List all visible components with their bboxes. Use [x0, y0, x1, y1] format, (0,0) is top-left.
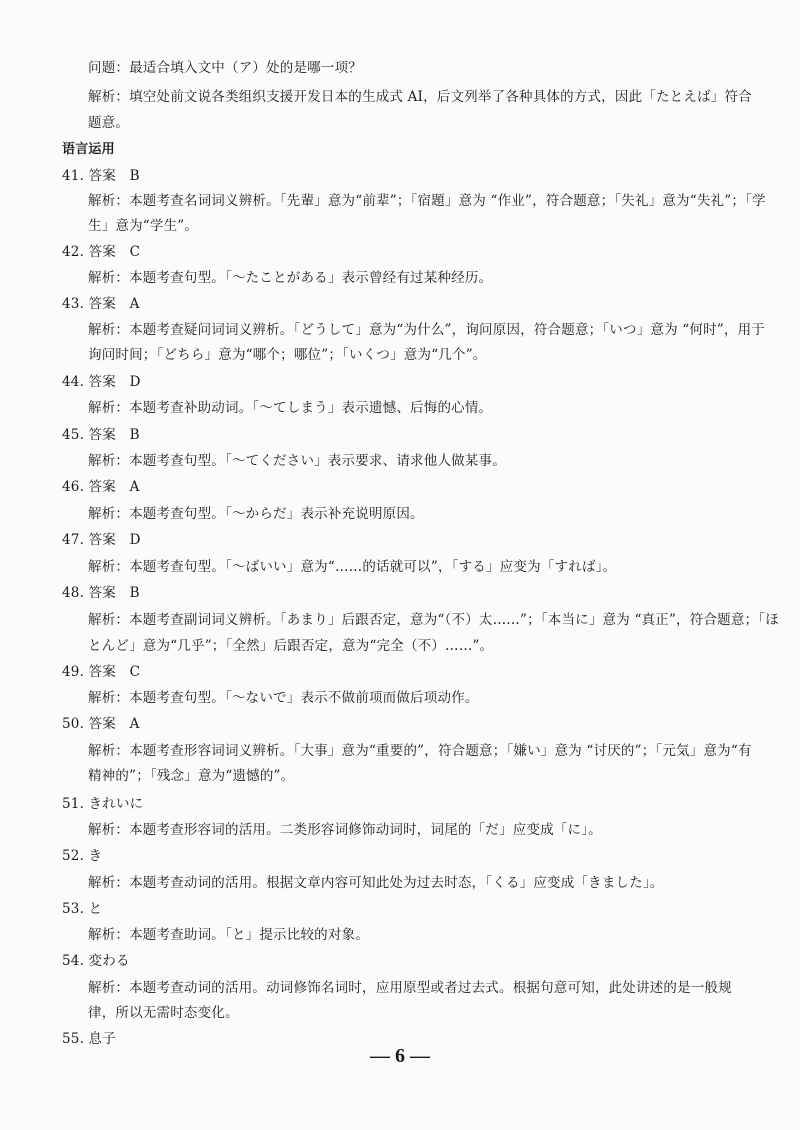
intro-question: 问题：最适合填入文中（ア）处的是哪一项？: [88, 60, 362, 76]
analysis-47-line-1: 解析：本题考查句型。「～ばいい」意为“……的话就可以”，「する」应变为「すれば」。: [88, 559, 617, 575]
intro-analysis-line-2: 题意。: [88, 115, 130, 131]
answer-46: 46. 答案 A: [62, 479, 140, 495]
answer-42: 42. 答案 C: [62, 244, 141, 260]
page-number: — 6 —: [370, 1045, 430, 1067]
analysis-46-line-1: 解析：本题考查句型。「～からだ」表示补充说明原因。: [88, 506, 424, 522]
analysis-45-line-1: 解析：本题考查句型。「～てください」表示要求、请求他人做某事。: [88, 453, 506, 469]
answer-47: 47. 答案 D: [62, 532, 141, 548]
answer-52: 52. き: [62, 848, 103, 864]
analysis-43-line-2: 询问时间；「どちら」意为“哪个；哪位”；「いくつ」意为“几个”。: [88, 347, 487, 363]
answer-41: 41. 答案 B: [62, 168, 140, 184]
analysis-42-line-1: 解析：本题考查句型。「～たことがある」表示曾经有过某种经历。: [88, 270, 493, 286]
answer-54: 54. 変わる: [62, 953, 130, 969]
analysis-52-line-1: 解析：本题考查动词的活用。根据文章内容可知此处为过去时态，「くる」应变成「きました」。: [88, 875, 664, 891]
analysis-54-line-1: 解析：本题考查动词的活用。动词修饰名词时，应用原型或者过去式。根据句意可知，此处讲述的是一般规: [88, 980, 732, 996]
answer-51: 51. きれいに: [62, 796, 144, 812]
analysis-48-line-1: 解析：本题考查副词词义辨析。「あまり」后跟否定，意为“（不）太……”；「本当に」意为 “真正”，符合题意；「ほ: [88, 612, 779, 628]
intro-analysis-line-1: 解析：填空处前文说各类组织支援开发日本的生成式 AI，后文列举了各种具体的方式，因此「たとえば」符合: [88, 89, 752, 105]
analysis-50-line-1: 解析：本题考查形容词词义辨析。「大事」意为“重要的”，符合题意；「嫌い」意为 “讨厌的”；「元気」意为“有: [88, 743, 752, 759]
analysis-49-line-1: 解析：本题考查句型。「～ないで」表示不做前项而做后项动作。: [88, 690, 479, 706]
analysis-53-line-1: 解析：本题考查助词。「と」提示比较的对象。: [88, 927, 369, 943]
analysis-50-line-2: 精神的”；「残念」意为“遗憾的”。: [88, 768, 295, 784]
analysis-51-line-1: 解析：本题考查形容词的活用。二类形容词修饰动词时，词尾的「だ」应变成「に」。: [88, 822, 602, 838]
analysis-44-line-1: 解析：本题考查补助动词。「～てしまう」表示遗憾、后悔的心情。: [88, 400, 493, 416]
answer-53: 53. と: [62, 901, 103, 917]
answer-43: 43. 答案 A: [62, 296, 140, 312]
section-title: 语言运用: [62, 142, 115, 157]
answer-45: 45. 答案 B: [62, 427, 140, 443]
analysis-41-line-1: 解析：本题考查名词词义辨析。「先輩」意为“前辈”；「宿題」意为 “作业”，符合题意；「失礼」意为“失礼”；「学: [88, 193, 766, 209]
answer-49: 49. 答案 C: [62, 664, 141, 680]
answer-48: 48. 答案 B: [62, 585, 140, 601]
analysis-43-line-1: 解析：本题考查疑问词词义辨析。「どうして」意为“为什么”，询问原因，符合题意；「いつ」意为 “何时”，用于: [88, 322, 765, 338]
answer-50: 50. 答案 A: [62, 716, 140, 732]
analysis-54-line-2: 律，所以无需时态变化。: [88, 1005, 239, 1021]
analysis-41-line-2: 生」意为“学生”。: [88, 218, 199, 234]
answer-55: 55. 息子: [62, 1031, 116, 1047]
answer-44: 44. 答案 D: [62, 374, 141, 390]
analysis-48-line-2: とんど」意为“几乎”；「全然」后跟否定，意为“完全（不）……”。: [88, 638, 494, 654]
